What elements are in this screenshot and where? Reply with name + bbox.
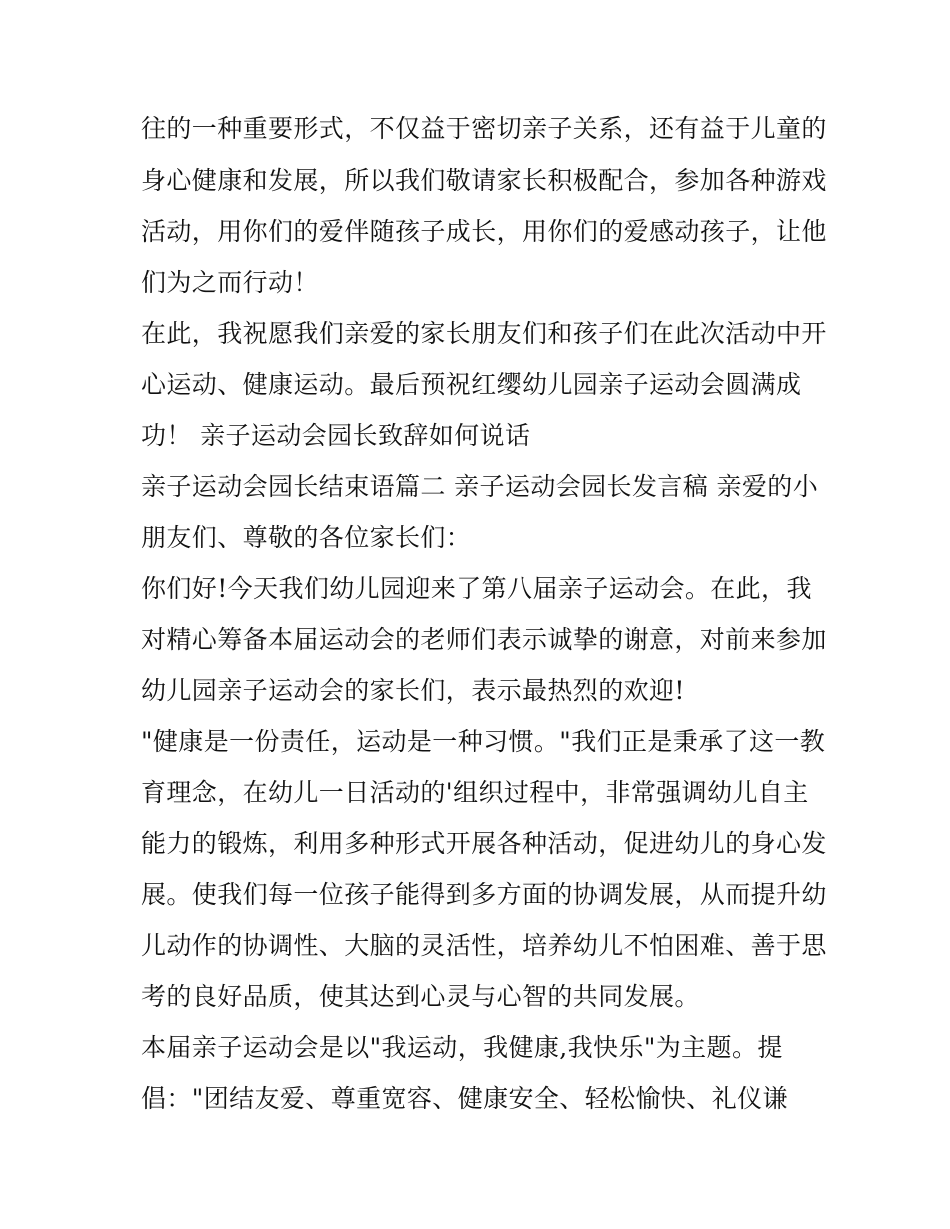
- text-line: 考的良好品质，使其达到心灵与心智的共同发展。: [141, 982, 700, 1011]
- text-line: 功！ 亲子运动会园长致辞如何说话: [141, 421, 531, 450]
- text-line: 本届亲子运动会是以"我运动，我健康,我快乐"为主题。提: [141, 1033, 783, 1062]
- text-line: 倡："团结友爱、尊重宽容、健康安全、轻松愉快、礼仪谦: [141, 1084, 788, 1113]
- text-line: 往的一种重要形式，不仅益于密切亲子关系，还有益于儿童的: [141, 114, 827, 143]
- text-line: 你们好!今天我们幼儿园迎来了第八届亲子运动会。在此，我: [141, 574, 812, 603]
- text-line: 活动，用你们的爱伴随孩子成长，用你们的爱感动孩子，让他: [141, 217, 827, 246]
- text-line: 幼儿园亲子运动会的家长们，表示最热烈的欢迎!: [141, 676, 685, 705]
- text-line: 身心健康和发展，所以我们敬请家长积极配合，参加各种游戏: [141, 166, 827, 195]
- text-line: 心运动、健康运动。最后预祝红缨幼儿园亲子运动会圆满成: [141, 370, 802, 399]
- text-line: 对精心筹备本届运动会的老师们表示诚挚的谢意，对前来参加: [141, 625, 827, 654]
- text-line: 育理念，在幼儿一日活动的'组织过程中，非常强调幼儿自主: [141, 778, 809, 807]
- text-line: 能力的锻炼，利用多种形式开展各种活动，促进幼儿的身心发: [141, 829, 827, 858]
- text-line: 朋友们、尊敬的各位家长们：: [141, 523, 472, 552]
- text-line: 亲子运动会园长结束语篇二 亲子运动会园长发言稿 亲爱的小: [141, 472, 819, 501]
- text-line: 们为之而行动！: [141, 268, 319, 297]
- text-line: 儿动作的协调性、大脑的灵活性，培养幼儿不怕困难、善于思: [141, 931, 827, 960]
- text-line: "健康是一份责任，运动是一种习惯。"我们正是秉承了这一教: [141, 727, 826, 756]
- text-line: 在此，我祝愿我们亲爱的家长朋友们和孩子们在此次活动中开: [141, 319, 827, 348]
- text-line: 展。使我们每一位孩子能得到多方面的协调发展，从而提升幼: [141, 880, 827, 909]
